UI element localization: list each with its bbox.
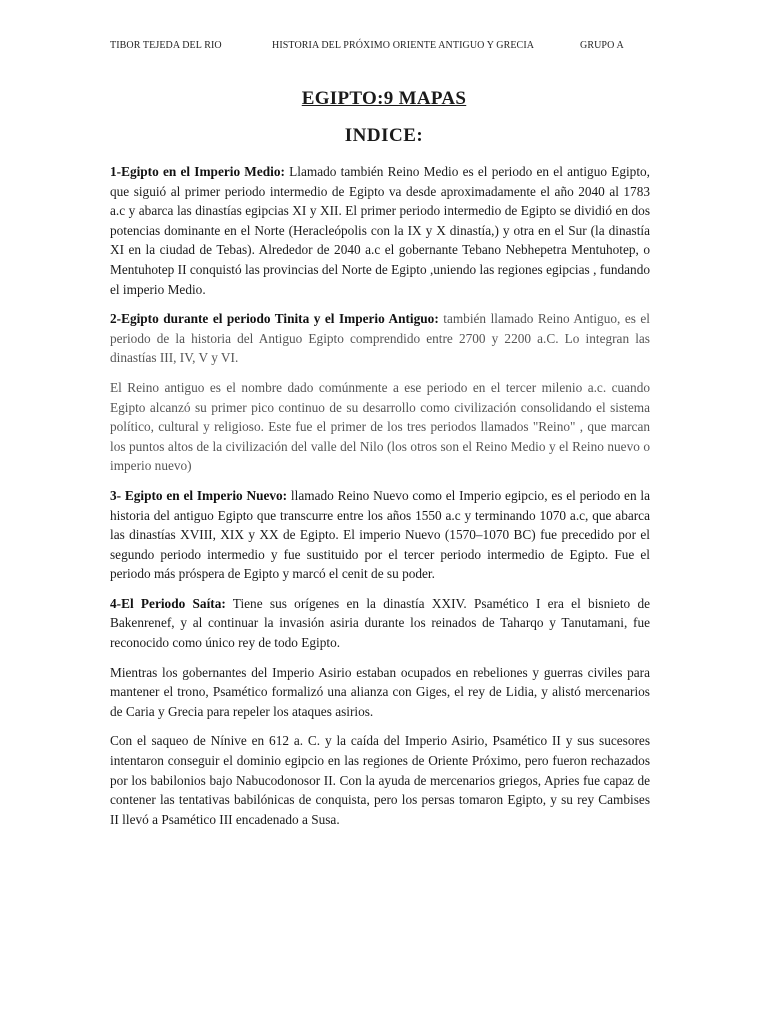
section-text: Llamado también Reino Medio es el periodo en el antiguo Egipto, que siguió al primer periodo intermedio de Egipto va desde aproximadamente el año 2040 al 1783 a.c y abarca las dinastías egipcias XI y XII. El primer periodo intermedio de Egipto se dividió en dos potencias dominante en el Norte (Heracleópolis con la IX y X dinastía,) y otra en el Sur (la dinastía XI en la ciudad de Tebas). Alrededor de 2040 a.c el gobernante Tebano Nebhepetra Mentuhotep, o Mentuhotep II conquistó las provincias del Norte de Egipto ,uniendo las regiones egipcias , fundando el imperio Medio.	[110, 164, 650, 297]
header-subject: HISTORIA DEL PRÓXIMO ORIENTE ANTIGUO Y GRECIA	[272, 40, 535, 51]
section-paragraph	[110, 309, 650, 368]
section-paragraph	[110, 378, 650, 476]
section-paragraph	[110, 594, 650, 653]
section-text: también llamado Reino Antiguo, es el periodo de la historia del Antiguo Egipto comprendido entre 2700 y 2200 a.C. Lo integran las dinastías III, IV, V y VI.	[110, 311, 650, 366]
section-heading: 4-El Periodo Saíta:	[110, 595, 226, 611]
section-paragraph	[110, 663, 650, 722]
section-paragraph	[110, 486, 650, 584]
header-author: TIBOR TEJEDA DEL RIO	[110, 40, 222, 51]
section-text: El Reino antiguo es el nombre dado comúnmente a ese periodo en el tercer milenio a.c. cuando Egipto alcanzó su primer pico continuo de su desarrollo como civilización consolidando el sistema político, cultural y religioso. Este fue el primer de los tres periodos llamados "Reino" , que marcan los puntos altos de la civilización del valle del Nilo (los otros son el Reino Medio y el Reino nuevo o imperio nuevo)	[110, 379, 650, 474]
section-text: Con el saqueo de Nínive en 612 a. C. y la caída del Imperio Asirio, Psamético II y sus sucesores intentaron conseguir el dominio egipcio en las regiones de Oriente Próximo, pero fueron rechazados por los babilonios bajo Nabucodonosor II. Con la ayuda de mercenarios griegos, Apries fue capaz de contener las tentativas babilónicas de conquista, pero los persas tomaron Egipto, y su rey Cambises II llevó a Psamético III encadenado a Susa.	[110, 733, 650, 827]
index-heading: INDICE:	[344, 125, 424, 146]
section-heading: 1-Egipto en el Imperio Medio:	[110, 164, 285, 179]
section-paragraph	[110, 162, 650, 299]
document-body	[110, 162, 650, 839]
header-group: GRUPO A	[580, 40, 624, 51]
section-text: Tiene sus orígenes en la dinastía XXIV. Psamético I era el bisnieto de Bakenrenef, y al continuar la invasión asiria durante los reinados de Taharqo y Tanutamani, fue reconocido como único rey de todo Egipto.	[110, 595, 650, 651]
section-text: Mientras los gobernantes del Imperio Asirio estaban ocupados en rebeliones y guerras civiles para mantener el trono, Psamético formalizó una alianza con Giges, el rey de Lidia, y alistó mercenarios de Caria y Grecia para repeler los ataques asirios.	[110, 664, 650, 719]
document-title: EGIPTO:9 MAPAS	[301, 88, 467, 109]
section-heading: 2-Egipto durante el periodo Tinita y el Imperio Antiguo:	[110, 311, 439, 327]
section-heading: 3- Egipto en el Imperio Nuevo:	[110, 487, 288, 503]
section-text: llamado Reino Nuevo como el Imperio egipcio, es el periodo en la historia del antiguo Egipto que transcurre entre los años 1550 a.c y terminando 1070 a.c, que abarca las dinastías XVIII, XIX y XX de Egipto. El imperio Nuevo (1570–1070 BC) fue precedido por el segundo periodo intermedio y fue sustituido por el tercer periodo intermedio de Egipto. Fue el periodo más próspera de Egipto y marcó el cenit de su poder.	[110, 487, 650, 582]
section-paragraph	[110, 731, 650, 829]
